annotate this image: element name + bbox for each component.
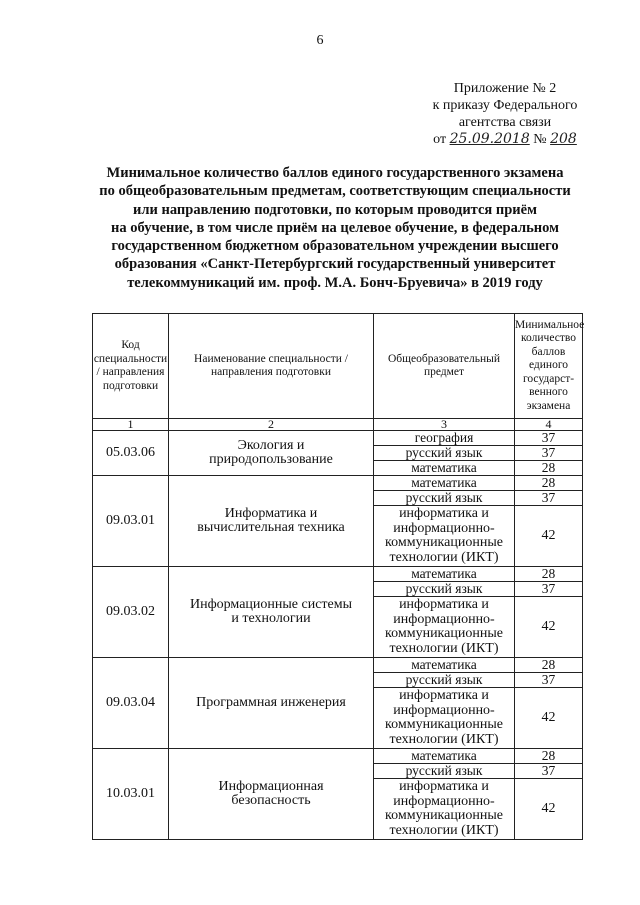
subject-name: математика <box>374 461 515 476</box>
min-score: 28 <box>515 749 583 764</box>
min-score: 42 <box>515 506 583 567</box>
title-line: Минимальное количество баллов единого государственного экзамена <box>106 165 564 181</box>
subject-name: русский язык <box>374 446 515 461</box>
specialty-name: Информационная безопасность <box>169 749 374 840</box>
min-score: 42 <box>515 688 583 749</box>
min-score: 42 <box>515 597 583 658</box>
min-score: 37 <box>515 491 583 506</box>
table-row <box>93 749 583 764</box>
subject-name: русский язык <box>374 491 515 506</box>
subject-name: математика <box>374 658 515 673</box>
col-number: 2 <box>169 419 374 431</box>
title-line: по общеобразовательным предметам, соответствующим специальности <box>99 183 571 200</box>
title-line: телекоммуникаций им. проф. М.А. Бонч-Бруевича» в 2019 году <box>127 274 543 291</box>
subject-name: русский язык <box>374 673 515 688</box>
document-title <box>70 164 600 292</box>
subject-name: информатика и информационно-коммуникационные технологии (ИКТ) <box>374 597 515 658</box>
min-score: 28 <box>515 567 583 582</box>
title-line: или направлению подготовки, по которым проводится приём <box>133 201 537 218</box>
order-date: 25.09.2018 <box>449 131 530 147</box>
col-number: 1 <box>93 419 169 431</box>
specialty-name: Экология и природопользование <box>169 431 374 476</box>
appendix-block <box>410 80 600 148</box>
header-score: Минимальное количество баллов единого государст-венного экзамена <box>515 314 583 419</box>
header-row <box>93 314 583 419</box>
subject-name: математика <box>374 749 515 764</box>
table-row <box>93 431 583 446</box>
specialty-name: Информационные системы и технологии <box>169 567 374 658</box>
specialty-code: 10.03.01 <box>93 749 169 840</box>
subject-name: география <box>374 431 515 446</box>
subject-name: информатика и информационно-коммуникационные технологии (ИКТ) <box>374 688 515 749</box>
min-score: 37 <box>515 582 583 597</box>
header-code: Код специальности / направления подготовки <box>93 314 169 419</box>
subject-name: математика <box>374 567 515 582</box>
table-row <box>93 658 583 673</box>
table-row <box>93 567 583 582</box>
specialty-code: 09.03.04 <box>93 658 169 749</box>
title-line: образования «Санкт-Петербургский государственный университет <box>114 256 556 273</box>
specialty-name: Информатика и вычислительная техника <box>169 476 374 567</box>
min-score: 28 <box>515 461 583 476</box>
date-prefix: от <box>433 132 447 147</box>
specialty-code: 09.03.02 <box>93 567 169 658</box>
column-number-row <box>93 419 583 431</box>
header-name: Наименование специальности / направления подготовки <box>169 314 374 419</box>
title-line: на обучение, в том числе приём на целевое обучение, в федеральном <box>111 219 559 236</box>
appendix-date-line <box>410 131 600 148</box>
subject-name: информатика и информационно-коммуникационные технологии (ИКТ) <box>374 779 515 840</box>
header-subject: Общеобразовательный предмет <box>374 314 515 419</box>
appendix-line: Приложение № 2 <box>453 81 557 96</box>
title-line: государственном бюджетном образовательном учреждении высшего <box>111 238 559 255</box>
subject-name: русский язык <box>374 582 515 597</box>
min-score: 28 <box>515 658 583 673</box>
specialty-name: Программная инженерия <box>169 658 374 749</box>
min-score: 28 <box>515 476 583 491</box>
min-score: 37 <box>515 673 583 688</box>
min-score: 42 <box>515 779 583 840</box>
subject-name: русский язык <box>374 764 515 779</box>
min-score: 37 <box>515 431 583 446</box>
table-row <box>93 476 583 491</box>
scores-table <box>92 313 583 840</box>
number-prefix: № <box>533 132 547 147</box>
appendix-line: к приказу Федерального <box>432 98 578 113</box>
subject-name: информатика и информационно-коммуникационные технологии (ИКТ) <box>374 506 515 567</box>
page-number: 6 <box>316 33 324 48</box>
order-number: 208 <box>550 131 577 147</box>
col-number: 3 <box>374 419 515 431</box>
min-score: 37 <box>515 446 583 461</box>
specialty-code: 09.03.01 <box>93 476 169 567</box>
appendix-line: агентства связи <box>458 115 552 130</box>
col-number: 4 <box>515 419 583 431</box>
specialty-code: 05.03.06 <box>93 431 169 476</box>
min-score: 37 <box>515 764 583 779</box>
subject-name: математика <box>374 476 515 491</box>
